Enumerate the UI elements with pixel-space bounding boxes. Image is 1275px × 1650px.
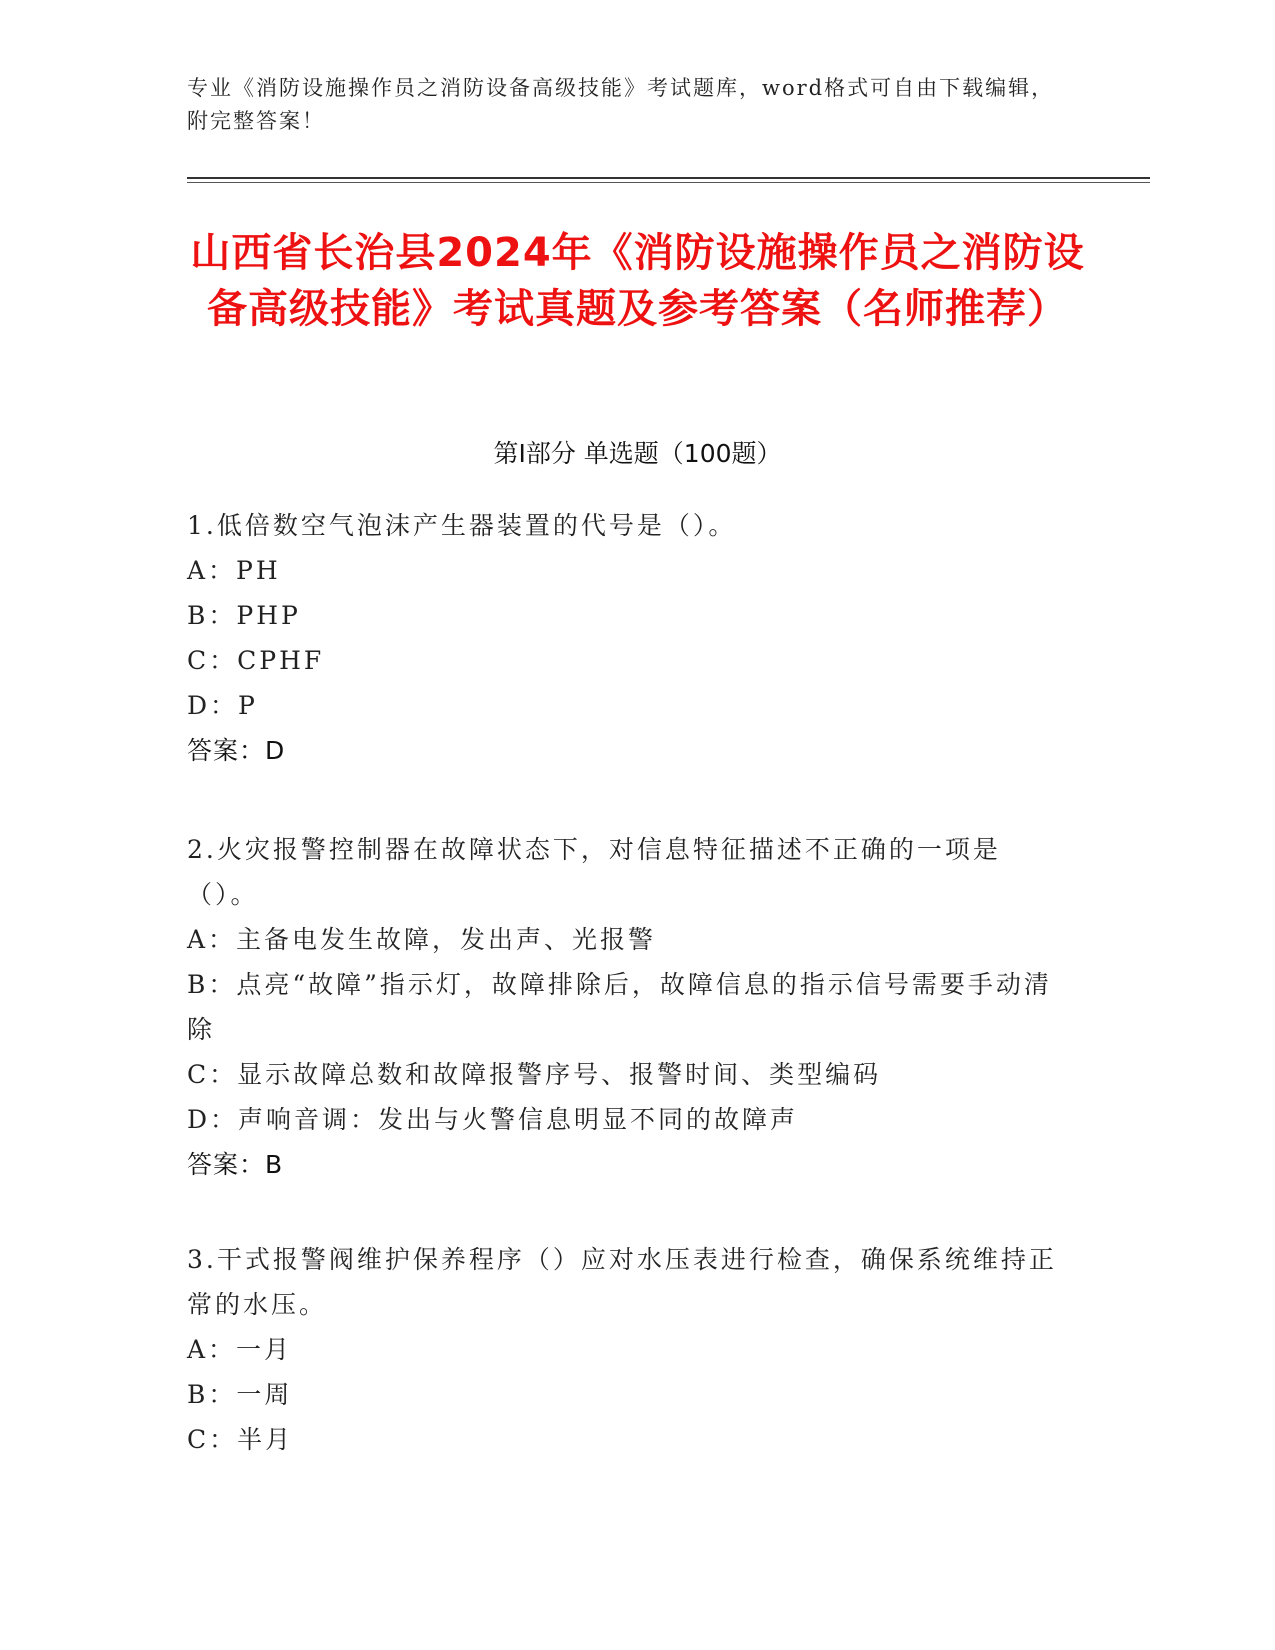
option-d: D：P [187, 691, 258, 720]
question-stem: 2.火灾报警控制器在故障状态下，对信息特征描述不正确的一项是（）。 [187, 835, 1001, 909]
question-1 [187, 503, 1067, 773]
option-c: C：CPHF [187, 646, 325, 675]
section-title: 第I部分 单选题（100题） [493, 439, 782, 468]
header-divider-thick [187, 177, 1150, 179]
option-c: C：半月 [187, 1425, 294, 1454]
question-2 [187, 827, 1067, 1187]
option-a: A：PH [187, 556, 281, 585]
option-b: B：点亮“故障”指示灯，故障排除后，故障信息的指示信号需要手动清除 [187, 970, 1052, 1044]
question-stem: 1.低倍数空气泡沫产生器装置的代号是（）。 [187, 511, 737, 540]
option-d: D：声响音调：发出与火警信息明显不同的故障声 [187, 1105, 799, 1134]
option-b: B：PHP [187, 601, 301, 630]
question-stem: 3.干式报警阀维护保养程序（）应对水压表进行检查，确保系统维持正常的水压。 [187, 1245, 1057, 1319]
option-a: A：主备电发生故障，发出声、光报警 [187, 925, 657, 954]
question-3 [187, 1237, 1067, 1462]
document-title: 山西省长治县2024年《消防设施操作员之消防设备高级技能》考试真题及参考答案（名师推荐） [190, 230, 1085, 332]
header-divider-thin [187, 182, 1150, 183]
answer: 答案：B [187, 1150, 284, 1179]
option-b: B：一周 [187, 1380, 293, 1409]
answer: 答案：D [187, 736, 286, 765]
option-c: C：显示故障总数和故障报警序号、报警时间、类型编码 [187, 1060, 882, 1089]
header-note: 专业《消防设施操作员之消防设备高级技能》考试题库，word格式可自由下载编辑，附完整答案！ [187, 76, 1055, 133]
option-a: A：一月 [187, 1335, 293, 1364]
